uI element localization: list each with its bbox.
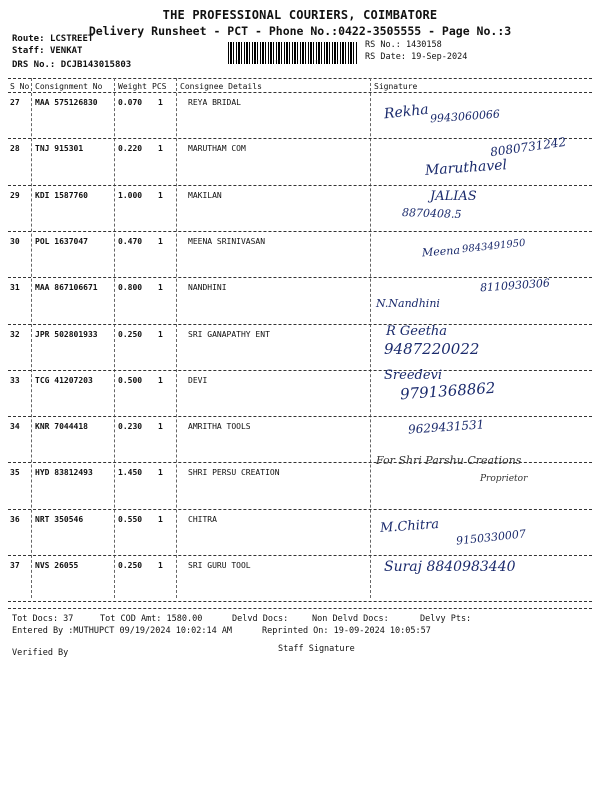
row-consignment: NRT 350546 (35, 514, 84, 524)
row-pcs: 1 (158, 190, 163, 200)
route-line (12, 34, 93, 44)
barcode (228, 42, 358, 64)
row-pcs: 1 (158, 329, 163, 339)
col-consignment: Consignment No (35, 82, 103, 91)
verified-by: Verified By (12, 648, 69, 658)
row-signature: M.Chitra (379, 516, 440, 536)
row-signature: Sreedevi (384, 367, 443, 383)
total-docs: Tot Docs: 37 (12, 614, 74, 624)
row-sno: 29 (10, 190, 20, 200)
row-signature: R Geetha (386, 323, 448, 339)
col-divider (370, 78, 371, 598)
row-consignee: SHRI PERSU CREATION (188, 468, 280, 478)
row-divider (8, 416, 592, 417)
row-consignee: AMRITHA TOOLS (188, 422, 251, 432)
rs-date-value: 19-Sep-2024 (411, 52, 468, 62)
row-sno: 34 (10, 422, 20, 432)
row-pcs: 1 (158, 283, 163, 293)
row-divider (8, 324, 592, 325)
row-consignment: MAA 575126830 (35, 98, 98, 107)
row-consignment: JPR 502801933 (35, 329, 98, 339)
row-pcs: 1 (158, 422, 163, 432)
row-signature: N.Nandhini (376, 297, 440, 311)
total-cod: Tot COD Amt: 1580.00 (100, 614, 203, 624)
row-consignment: HYD 83812493 (35, 468, 93, 478)
row-consignment: MAA 867106671 (35, 283, 98, 293)
col-weight: Weight (118, 82, 147, 91)
delivery-points: Delvy Pts: (420, 614, 472, 624)
row-pcs: 1 (158, 468, 163, 478)
row-sno: 33 (10, 375, 20, 385)
row-weight: 0.800 (118, 283, 143, 293)
row-weight: 0.230 (118, 422, 143, 432)
row-pcs: 1 (158, 514, 163, 524)
row-sno: 36 (10, 514, 20, 524)
row-signature-phone: Maruthavel (424, 157, 508, 180)
col-divider (176, 78, 177, 598)
row-signature-stamp: For Shri Parshu Creations (376, 454, 522, 468)
row-consignee: MARUTHAM COM (188, 144, 246, 154)
row-signature: 9629431531 (407, 417, 485, 437)
row-weight: 1.450 (118, 468, 143, 478)
row-consignee: SRI GANAPATHY ENT (188, 329, 270, 339)
row-signature: Rekha (383, 101, 430, 123)
route-value: LCSTREET (49, 34, 94, 44)
row-pcs: 1 (158, 144, 163, 154)
row-consignment: KNR 7044418 (35, 422, 88, 432)
row-consignment: NVS 26055 (35, 561, 79, 570)
row-consignee: REYA BRIDAL (188, 98, 241, 107)
row-pcs: 1 (158, 561, 163, 570)
delivered-docs: Delvd Docs: (232, 614, 289, 624)
row-divider (8, 138, 592, 139)
row-sno: 28 (10, 144, 20, 154)
rs-date-label: RS Date: (365, 52, 406, 62)
row-consignee: NANDHINI (188, 283, 227, 293)
row-sno: 32 (10, 329, 20, 339)
row-signature-phone: 9487220022 (384, 339, 480, 358)
row-divider (8, 555, 592, 556)
row-signature-phone: 9150330007 (455, 527, 527, 548)
rs-no-label: RS No.: (365, 40, 401, 50)
row-signature: Suraj 8840983440 (384, 559, 516, 575)
col-pcs: PCS (152, 82, 167, 91)
row-weight: 1.000 (118, 190, 143, 200)
row-divider (8, 231, 592, 232)
row-sno: 37 (10, 561, 20, 570)
row-consignee: SRI GURU TOOL (188, 561, 251, 570)
drs-line (12, 60, 131, 70)
row-sno: 27 (10, 98, 20, 107)
staff-value: VENKAT (49, 46, 83, 56)
footer-divider (8, 608, 592, 609)
row-pcs: 1 (158, 98, 163, 107)
row-signature: 8080731242 (489, 135, 567, 160)
non-delivered-docs: Non Delvd Docs: (312, 614, 389, 624)
drs-value: DCJB143015803 (60, 60, 132, 70)
col-signature: Signature (374, 82, 418, 91)
route-label: Route: (12, 34, 45, 44)
rs-no-value: 1430158 (405, 40, 442, 50)
reprinted-on: Reprinted On: 19-09-2024 10:05:57 (262, 626, 431, 636)
row-sno: 30 (10, 236, 20, 246)
staff-line (12, 46, 82, 56)
row-weight: 0.220 (118, 144, 143, 154)
row-consignment: POL 1637047 (35, 236, 88, 246)
col-consignee: Consignee Details (180, 82, 262, 91)
runsheet-title: Delivery Runsheet - PCT - Phone No.:0422-3505555 - Page No.:3 (88, 24, 512, 38)
row-signature-phone: 9843491950 (461, 237, 527, 256)
row-consignment: TNJ 915301 (35, 144, 84, 154)
row-divider (8, 509, 592, 510)
row-signature-stamp-role: Proprietor (480, 474, 528, 485)
row-consignee: MAKILAN (188, 190, 222, 200)
row-divider (8, 277, 592, 278)
col-sno: S No (10, 82, 30, 91)
row-consignee: CHITRA (188, 514, 217, 524)
row-sno: 31 (10, 283, 20, 293)
staff-signature: Staff Signature (278, 644, 355, 654)
row-weight: 0.550 (118, 514, 143, 524)
row-pcs: 1 (158, 236, 163, 246)
row-weight: 0.500 (118, 375, 143, 385)
col-divider (31, 78, 32, 598)
row-signature: Meena (421, 243, 461, 260)
staff-label: Staff: (12, 46, 45, 56)
row-consignment: KDI 1587760 (35, 190, 88, 200)
row-signature: JALIAS (430, 188, 477, 204)
row-consignment: TCG 41207203 (35, 375, 93, 385)
company-name: THE PROFESSIONAL COURIERS, COIMBATORE (162, 8, 438, 22)
row-divider (8, 601, 592, 602)
row-signature-phone: 8870408.5 (401, 205, 462, 221)
row-consignee: MEENA SRINIVASAN (188, 236, 266, 246)
row-consignee: DEVI (188, 375, 208, 385)
rs-no-line (365, 40, 442, 50)
row-signature-phone: 8110930306 (479, 276, 551, 295)
row-signature-phone: 9943060066 (429, 107, 501, 126)
rs-date-line (365, 52, 467, 62)
row-divider (8, 185, 592, 186)
row-divider (8, 370, 592, 371)
row-signature-phone: 9791368862 (399, 378, 496, 404)
header-divider-top (8, 78, 592, 79)
row-weight: 0.250 (118, 561, 143, 570)
entered-by: Entered By :MUTHUPCT 09/19/2024 10:02:14 AM (12, 626, 233, 636)
col-divider (114, 78, 115, 598)
row-pcs: 1 (158, 375, 163, 385)
row-weight: 0.470 (118, 236, 143, 246)
row-weight: 0.070 (118, 98, 143, 107)
row-sno: 35 (10, 468, 20, 478)
header-divider-bottom (8, 92, 592, 93)
row-weight: 0.250 (118, 329, 143, 339)
drs-label: DRS No.: (12, 60, 56, 70)
